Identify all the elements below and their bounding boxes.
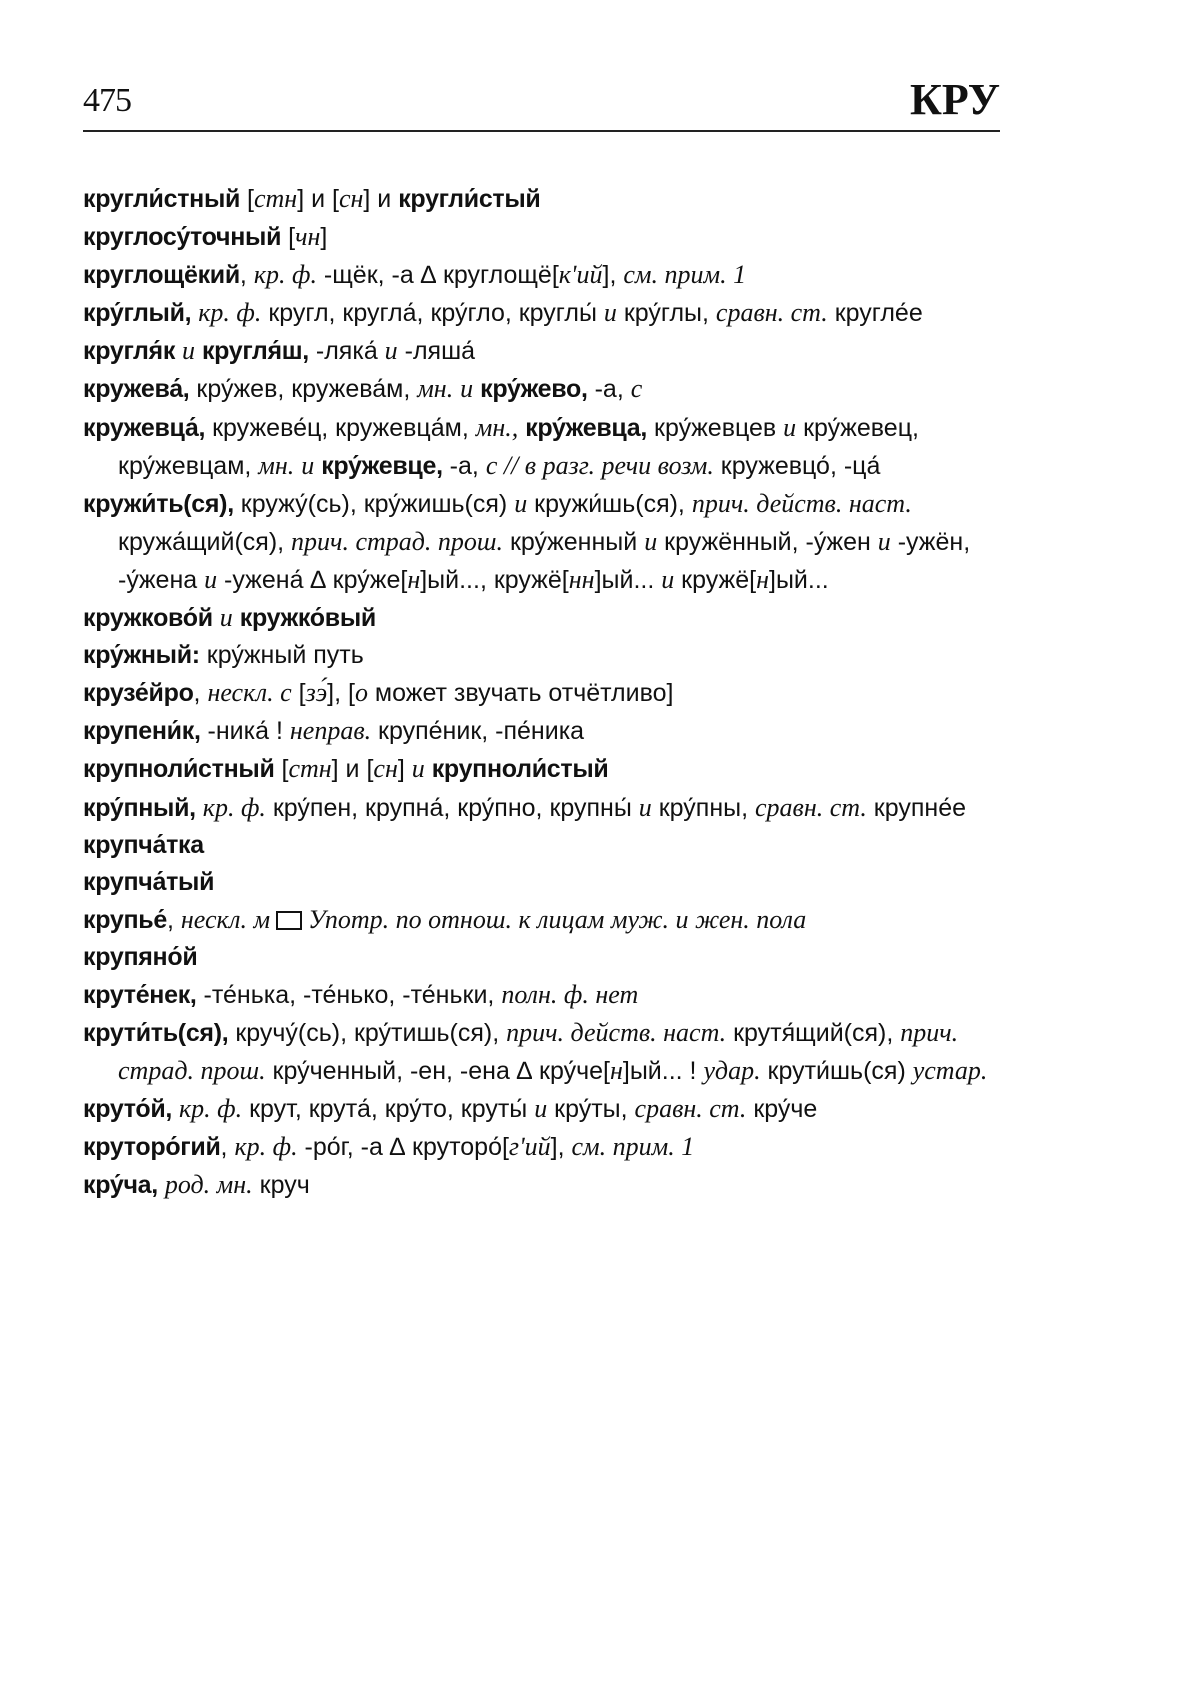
dictionary-entry: [83, 1128, 1000, 1166]
headword: кружи́ть(ся),: [83, 489, 234, 518]
entry-text: [: [291, 679, 306, 708]
entry-text: -ро́г, -а ∆ круторо́[: [297, 1133, 509, 1162]
entry-text: кружённый, -у́жен: [657, 527, 878, 556]
page-header: [83, 72, 1000, 130]
dictionary-entry: [83, 294, 1000, 332]
dictionary-entry: [83, 901, 1000, 939]
dictionary-entry: [83, 180, 1000, 218]
grammar-label: и: [181, 336, 195, 366]
entry-text: -ляша́: [397, 337, 476, 366]
entry-text: -ника́ !: [200, 717, 290, 746]
entry-text: [: [240, 185, 254, 213]
usage-note-box-icon: [276, 911, 302, 930]
grammar-label: и: [204, 564, 218, 594]
grammar-label: мн.,: [475, 412, 519, 442]
entry-text: кру́глы,: [616, 299, 716, 328]
entry-text: [158, 1171, 165, 1199]
entry-text: [213, 604, 220, 632]
grammar-label: сравн. ст.: [634, 1094, 747, 1124]
grammar-label: стн: [253, 184, 298, 213]
entry-text: ]: [320, 223, 328, 252]
grammar-label: и: [877, 526, 891, 556]
dictionary-entry: [83, 370, 1000, 408]
grammar-label: устар.: [912, 1056, 988, 1086]
grammar-label: сн: [373, 754, 398, 784]
headword: кру́жевца,: [525, 413, 648, 442]
grammar-label: чн: [295, 222, 321, 252]
headword: круто́й,: [83, 1095, 173, 1124]
dictionary-entry: [83, 750, 1000, 788]
grammar-label: мн.: [417, 374, 454, 404]
entry-text: ], [: [327, 679, 355, 708]
entry-text: ] и: [363, 185, 399, 213]
headword: круглощёкий: [83, 261, 240, 290]
entry-text: ]ый..., кружё[: [420, 565, 569, 594]
entry-text: кружеве́ц, кружевца́м,: [205, 413, 476, 442]
entry-text: крутя́щий(ся),: [726, 1019, 901, 1048]
grammar-label: нн: [568, 564, 595, 594]
entry-text: ,: [220, 1133, 235, 1162]
grammar-label: кʹий: [558, 260, 603, 290]
dictionary-entry: [83, 976, 1000, 1014]
running-head: КРУ: [910, 75, 1000, 124]
grammar-label: кр. ф.: [179, 1094, 243, 1124]
grammar-label: прич. страд. прош.: [291, 526, 504, 556]
grammar-label: кр. ф.: [202, 792, 266, 822]
grammar-label: сравн. ст.: [715, 298, 828, 328]
grammar-label: нескл. с: [207, 678, 292, 708]
grammar-label: и: [460, 374, 474, 404]
dictionary-entry: [83, 256, 1000, 294]
grammar-label: прич. действ. наст.: [506, 1018, 727, 1048]
grammar-label: см. прим. 1: [571, 1132, 695, 1162]
entry-text: кру́жный путь: [199, 641, 364, 670]
entry-text: крупне́е: [866, 793, 967, 822]
entry-text: ,: [166, 905, 181, 934]
dictionary-entry: [83, 712, 1000, 750]
headword: кружко́вый: [239, 604, 376, 633]
grammar-label: и: [514, 488, 528, 518]
entry-text: ]ый...: [769, 565, 829, 594]
grammar-label: гʹий: [508, 1132, 551, 1162]
entry-text: кру́жевцев: [647, 413, 784, 442]
entry-text: [196, 794, 203, 822]
entry-text: [172, 1095, 179, 1123]
entry-text: кру́пен, крупна́, кру́пно, крупны́: [265, 793, 639, 822]
entry-text: -а,: [442, 451, 486, 480]
entry-text: круч: [252, 1171, 310, 1200]
entry-text: кручу́(сь), кру́тишь(ся),: [228, 1019, 507, 1048]
entry-text: кру́че: [746, 1095, 818, 1124]
grammar-label: кр. ф.: [253, 260, 317, 290]
entry-text: крути́шь(ся): [760, 1057, 913, 1086]
dictionary-entry: [83, 789, 1000, 827]
entry-text: кружё[: [674, 565, 757, 594]
entry-text: ] и [: [297, 185, 339, 213]
headword: кру́жево,: [480, 375, 588, 404]
headword: кру́пный,: [83, 793, 196, 822]
dictionary-entry: [83, 1166, 1000, 1204]
grammar-label: кр. ф.: [198, 298, 262, 328]
grammar-label: и: [603, 298, 617, 328]
entry-text: кру́жевец, кру́жевцам,: [118, 413, 919, 480]
grammar-label: стн: [288, 754, 332, 784]
entry-text: ],: [550, 1133, 572, 1162]
grammar-label: см. прим. 1: [623, 260, 747, 290]
headword: крузе́йро: [83, 679, 194, 708]
entry-text: ],: [602, 261, 624, 290]
headword: круторо́гий: [83, 1133, 221, 1162]
grammar-label: с // в разг. речи возм.: [485, 450, 714, 480]
grammar-label: прич. действ. наст.: [691, 488, 912, 518]
entry-text: [175, 337, 182, 365]
entry-text: кру́ченный, -ен, -ена ∆ кру́че[: [265, 1057, 610, 1086]
entry-text: крупе́ник, -пе́ника: [371, 717, 585, 746]
entry-text: -ужён, -у́жена: [118, 527, 971, 594]
dictionary-entry: [83, 827, 1000, 864]
grammar-label: сравн. ст.: [755, 792, 867, 822]
headword: круглосу́точный: [83, 223, 282, 252]
entry-text: кружа́щий(ся),: [118, 527, 292, 556]
entry-text: ]ый... !: [622, 1057, 704, 1086]
headword: кружково́й: [83, 604, 213, 633]
grammar-label: и: [301, 450, 315, 480]
dictionary-entries: [83, 180, 1000, 1205]
grammar-label: и: [783, 412, 797, 442]
dictionary-entry: [83, 332, 1000, 370]
entry-text: -те́нька, -те́нько, -те́ньки,: [196, 980, 502, 1009]
headword: кружевца́,: [83, 413, 206, 442]
grammar-label: о: [354, 678, 368, 708]
grammar-label: с: [630, 374, 643, 404]
grammar-label: и: [411, 754, 425, 784]
grammar-label: неправ.: [289, 716, 372, 746]
entry-text: [233, 604, 240, 632]
entry-text: кру́пны,: [651, 793, 755, 822]
entry-text: -щёк, -а ∆ круглощё[: [316, 261, 559, 290]
headword: кругля́ш,: [201, 337, 309, 366]
entry-text: кружевцо́, -ца́: [713, 451, 881, 480]
entry-text: -ляка́: [308, 337, 385, 366]
headword: крути́ть(ся),: [83, 1019, 229, 1048]
grammar-label: нескл. м: [180, 904, 271, 934]
grammar-label: Употр. по отнош. к лицам муж. и жен. пола: [308, 904, 807, 934]
dictionary-entry: [83, 599, 1000, 637]
grammar-label: мн.: [258, 450, 295, 480]
headword: кружева́,: [83, 375, 190, 404]
entry-text: кру́жев, кружева́м,: [189, 375, 418, 404]
dictionary-entry: [83, 1014, 1000, 1090]
dictionary-entry: [83, 409, 1000, 485]
page-number: 475: [83, 82, 131, 119]
grammar-label: и: [219, 603, 233, 633]
grammar-label: н: [756, 564, 770, 594]
grammar-label: сн: [338, 184, 364, 213]
entry-text: кру́женный: [503, 527, 645, 556]
headword: крупча́тый: [83, 867, 215, 896]
grammar-label: и: [534, 1094, 548, 1124]
grammar-label: и: [644, 526, 658, 556]
entry-text: кру́ты,: [547, 1095, 635, 1124]
grammar-label: и: [638, 792, 652, 822]
dictionary-entry: [83, 939, 1000, 976]
entry-text: -а,: [587, 375, 631, 404]
entry-text: [: [281, 223, 296, 252]
headword: кругля́к: [83, 337, 176, 366]
entry-text: -ужена́ ∆ кру́же[: [217, 565, 408, 594]
grammar-label: прич. страд. прош.: [118, 1018, 959, 1086]
entry-text: [425, 755, 432, 783]
entry-text: [: [274, 755, 289, 784]
headword: крупени́к,: [83, 717, 201, 746]
entry-text: кружи́шь(ся),: [527, 489, 692, 518]
headword: крупноли́стный: [83, 755, 275, 784]
headword: круте́нек,: [83, 980, 197, 1009]
entry-text: кружу́(сь), кру́жишь(ся): [233, 489, 515, 518]
headword: кру́глый,: [83, 299, 192, 328]
entry-text: ] и [: [331, 755, 374, 784]
headword: крупноли́стый: [431, 755, 609, 784]
entry-text: крут, крута́, кру́то, круты́: [242, 1095, 535, 1124]
grammar-label: н: [609, 1056, 623, 1086]
entry-text: кругл, кругла́, кру́гло, круглы́: [261, 299, 604, 328]
grammar-label: н: [407, 564, 421, 594]
entry-text: ]: [397, 755, 412, 784]
entry-text: может звучать отчётливо]: [367, 679, 674, 708]
headword: кругли́стный: [83, 185, 241, 213]
headword: кру́ча,: [83, 1171, 158, 1200]
dictionary-entry: [83, 864, 1000, 901]
dictionary-entry: [83, 1090, 1000, 1128]
grammar-label: полн. ф. нет: [501, 979, 639, 1009]
grammar-label: удар.: [703, 1056, 761, 1086]
dictionary-entry: [83, 637, 1000, 674]
grammar-label: и: [384, 336, 398, 366]
headword: крупяно́й: [83, 942, 198, 971]
grammar-label: кр. ф.: [234, 1132, 298, 1162]
entry-text: кругле́е: [827, 299, 923, 328]
headword: кру́жевце,: [321, 451, 443, 480]
entry-text: ,: [193, 679, 208, 708]
headword: крупье́: [83, 905, 167, 934]
dictionary-entry: [83, 674, 1000, 712]
entry-text: ]ый...: [594, 565, 662, 594]
dictionary-entry: [83, 485, 1000, 599]
grammar-label: и: [661, 564, 675, 594]
dictionary-entry: [83, 218, 1000, 256]
headword: кру́жный:: [83, 641, 200, 670]
headword: кругли́стый: [398, 185, 541, 213]
entry-text: ,: [239, 261, 254, 290]
grammar-label: зэ́: [305, 678, 328, 708]
grammar-label: род. мн.: [164, 1170, 253, 1200]
headword: крупча́тка: [83, 830, 204, 859]
header-rule: [83, 130, 1000, 132]
entry-text: [195, 337, 202, 365]
